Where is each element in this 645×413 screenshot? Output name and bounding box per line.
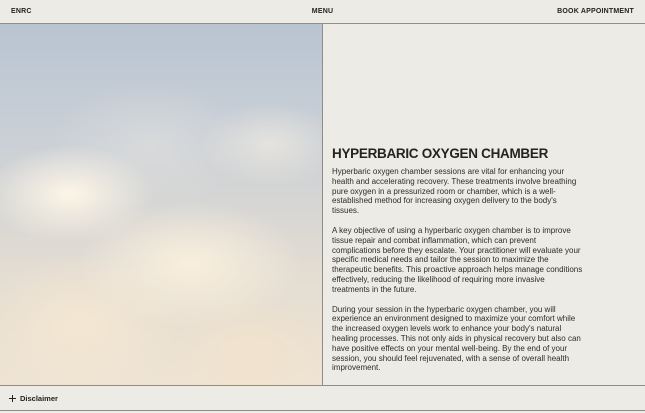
paragraph-objective: A key objective of using a hyperbaric oxygen chamber is to improve tissue repair and combat inflammation, which can prevent complications before they escalate. Your practitioner will evaluate your specific medical needs and tailor the session to maximize the therapeutic benefits. This proactive approach helps manage conditions effectively, reducing the likelihood of requiring more invasive treatments in the future.: [332, 225, 583, 294]
book-appointment-button[interactable]: BOOK APPOINTMENT: [557, 8, 634, 15]
bottom-bar: [0, 385, 645, 411]
vertical-divider: [322, 24, 323, 385]
disclaimer-toggle[interactable]: [9, 394, 58, 403]
disclaimer-label: Disclaimer: [20, 393, 58, 403]
logo-link[interactable]: ENRC: [11, 8, 32, 15]
page-title: HYPERBARIC OXYGEN CHAMBER: [332, 146, 549, 161]
top-navigation-bar: [0, 0, 645, 24]
paragraph-intro: Hyperbaric oxygen chamber sessions are vital for enhancing your health and accelerating recovery. These treatments involve breathing pure oxygen in a pressurized room or chamber, which is a well-established method for increasing oxygen delivery to the body's tissues.: [332, 167, 577, 216]
paragraph-session: During your session in the hyperbaric oxygen chamber, you will experience an environment designed to maximize your comfort while the increased oxygen levels work to enhance your body's natural healing processes. This not only aids in physical recovery but also can have positive effects on your mental well-being. By the end of your session, you should feel rejuvenated, with a sense of overall health improvement.: [332, 304, 581, 373]
plus-icon: [9, 395, 16, 402]
menu-button[interactable]: MENU: [311, 8, 334, 15]
treatment-description: [332, 146, 584, 383]
hero-cloud-image: [0, 24, 322, 385]
